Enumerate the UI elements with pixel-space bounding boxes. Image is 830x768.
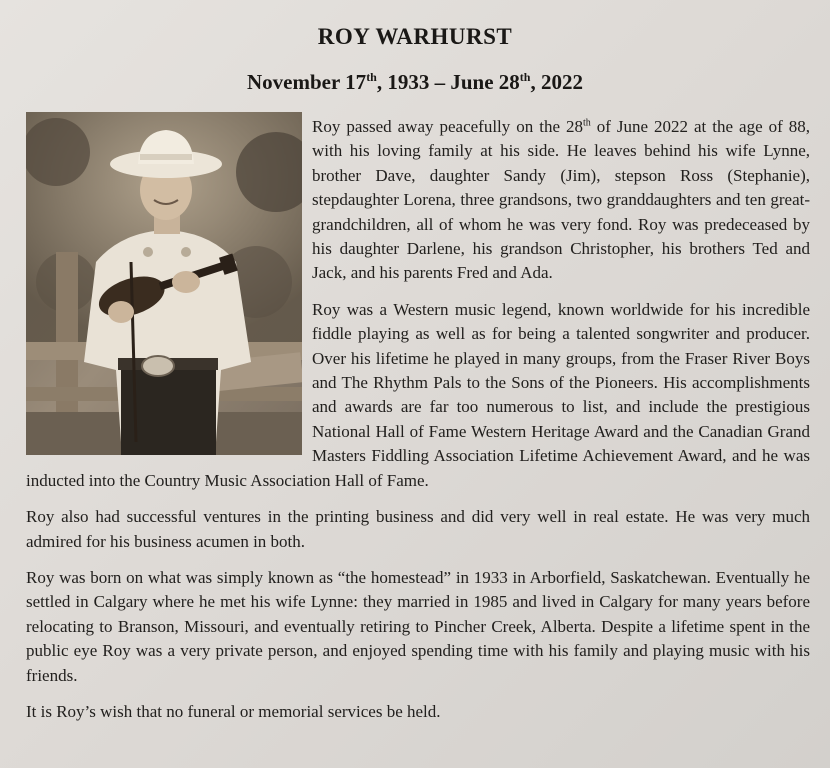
death-date-suffix: th (519, 70, 531, 84)
paragraph-life: Roy was born on what was simply known as “the homestead” in 1933 in Arborfield, Saskatchewan. Eventually he settled in Calgary where he met his wife Lynne: they married in 1985 and lived in Calgary for many years before relocating to Branson, Missouri, and eventually retiring to Pincher Creek, Alberta. Despite a lifetime spent in the public eye Roy was a very private person, and enjoyed spending time with his family and playing music with his friends. (26, 567, 810, 685)
birth-date-text: November 17 (247, 70, 367, 94)
obituary-body (26, 115, 810, 736)
death-date-text: , 1933 – June 28 (376, 70, 520, 94)
paragraph-family-rest: of June 2022 at the age of 88, with his loving family at his side. He leaves behind his wife Lynne, brother Dave, daughter Sandy (Jim), stepson Ross (Stephanie), stepdaughter Lorena, three grandsons, two granddaughters and ten great-grandchildren, all of whom he was very fond. Roy was predeceased by his daughter Darlene, his grandson Christopher, his brothers Ted and Jack, and his parents Fred and Ada. (312, 117, 810, 283)
death-year-text: , 2022 (530, 70, 583, 94)
paragraph-family-sup: th (582, 117, 591, 129)
paragraph-wishes: It is Roy’s wish that no funeral or memorial services be held. (26, 701, 441, 721)
paragraph-career: Roy was a Western music legend, known worldwide for his incredible fiddle playing as well as for being a talented songwriter and producer. Over his lifetime he played in many groups, from the Fraser River Boys and The Rhythm Pals to the Sons of the Pioneers. His accomplishments and awards are far too numerous to list, and include the prestigious National Hall of Fame Western Heritage Award and the Canadian Grand Masters Fiddling Association Lifetime Achievement Award, and he was inducted into the Country Music Association Hall of Fame. (26, 299, 810, 490)
page-title: ROY WARHURST (317, 24, 513, 49)
paragraph-family-start: Roy passed away peacefully on the 28 (312, 117, 583, 136)
photo-spacer (26, 115, 312, 453)
paragraph-business: Roy also had successful ventures in the printing business and did very well in real estate. He was very much admired for his business acumen in both. (26, 507, 810, 551)
life-dates (0, 70, 830, 95)
birth-date-suffix: th (366, 70, 377, 84)
